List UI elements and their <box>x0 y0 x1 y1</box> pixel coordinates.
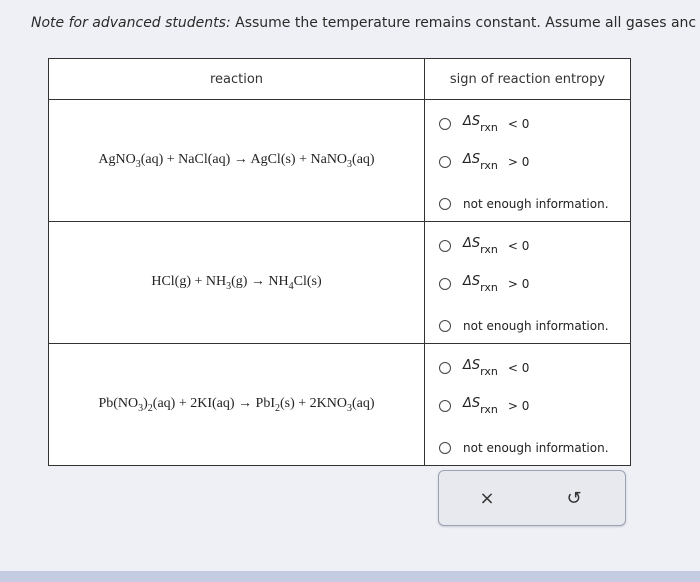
table-row <box>49 222 631 344</box>
header-sign: sign of reaction entropy <box>425 59 631 100</box>
note-text: Assume the temperature remains constant. Assume all gases anc <box>235 15 697 31</box>
options-cell <box>425 100 631 222</box>
options-cell <box>425 344 631 466</box>
radio-button[interactable] <box>439 240 451 252</box>
reaction-cell <box>49 222 425 344</box>
radio-button[interactable] <box>439 156 451 168</box>
option-positive[interactable]: $\Delta S_{rxn}$ > 0 <box>439 396 529 416</box>
radio-button[interactable] <box>439 400 451 412</box>
option-not-enough-info[interactable]: not enough information. <box>439 441 609 455</box>
reaction-cell <box>49 100 425 222</box>
table-header-row <box>49 59 631 100</box>
options-cell <box>425 222 631 344</box>
option-negative[interactable]: $\Delta S_{rxn}$ < 0 <box>439 236 529 256</box>
note-label: Note for advanced students: <box>31 15 231 31</box>
reaction-equation: $HCl(g) + NH_3(g) \to NH_4Cl(s)$ <box>151 273 322 292</box>
table-row <box>49 344 631 466</box>
radio-button[interactable] <box>439 320 451 332</box>
radio-button[interactable] <box>439 362 451 374</box>
radio-button[interactable] <box>439 442 451 454</box>
radio-button[interactable] <box>439 278 451 290</box>
reaction-equation: AgNO$_3$(aq) + NaCl(aq) → AgCl(s) + NaNO$_3$(aq) <box>98 151 375 170</box>
table-row <box>49 100 631 222</box>
option-positive[interactable]: $\Delta S_{rxn}$ > 0 <box>439 274 529 294</box>
option-not-enough-info[interactable]: not enough information. <box>439 197 609 211</box>
instruction-note <box>31 15 696 31</box>
undo-icon[interactable]: ↺ <box>566 487 582 509</box>
reaction-equation: $Pb(NO_3)_2(aq) + 2KI(aq) \to PbI_2(s) + 2KNO_3(aq)$ <box>98 395 375 414</box>
entropy-table <box>48 58 631 466</box>
radio-button[interactable] <box>439 118 451 130</box>
option-negative[interactable]: $\Delta S_{rxn}$ < 0 <box>439 114 529 134</box>
option-positive[interactable]: $\Delta S_{rxn}$ > 0 <box>439 152 529 172</box>
header-reaction: reaction <box>49 59 425 100</box>
option-not-enough-info[interactable]: not enough information. <box>439 319 609 333</box>
reaction-cell <box>49 344 425 466</box>
radio-button[interactable] <box>439 198 451 210</box>
answer-toolbar <box>438 470 626 526</box>
close-icon[interactable]: × <box>479 487 495 509</box>
option-negative[interactable]: $\Delta S_{rxn}$ < 0 <box>439 358 529 378</box>
bottom-band <box>0 571 700 582</box>
